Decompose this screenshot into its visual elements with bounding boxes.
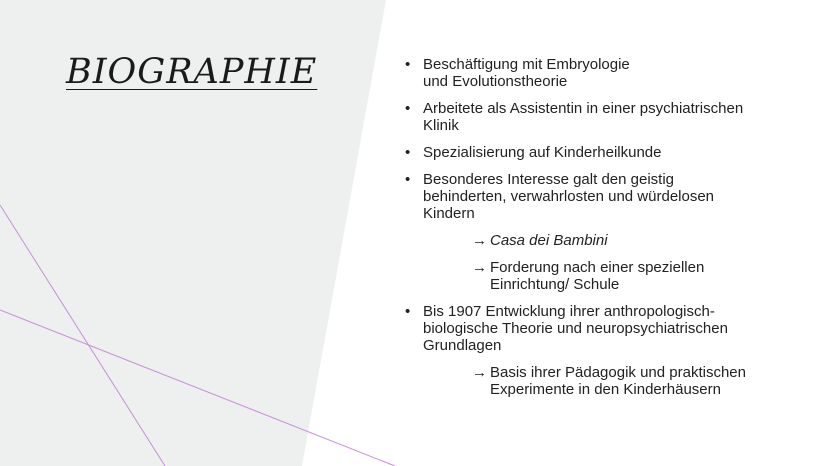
list-item-text: und Evolutionstheorie [423,73,568,90]
arrow-item [472,364,804,398]
bullet-icon: • [405,144,411,161]
list-item [404,171,804,222]
list-item [404,100,804,134]
arrow-item-text: Einrichtung/ Schule [490,276,620,293]
bullet-list [404,56,804,398]
arrow-item-text: Casa dei Bambini [490,232,608,249]
bullet-icon: • [405,56,411,73]
list-item-text: biologische Theorie und neuropsychiatrischen [423,320,728,337]
slide-title: BIOGRAPHIE [66,52,318,92]
list-item-text: Bis 1907 Entwicklung ihrer anthropologisch- [423,303,715,320]
arrow-item [472,232,804,249]
arrow-right-icon: → [472,364,487,381]
bullet-icon: • [405,171,411,188]
list-item-text: behinderten, verwahrlosten und würdelosen [423,188,715,205]
list-item-text: Kindern [423,205,475,222]
arrow-item [472,259,804,293]
bullet-icon: • [405,303,411,320]
arrow-item-text: Experimente in den Kinderhäusern [490,381,721,398]
list-item-text: Besonderes Interesse galt den geistig [423,171,674,188]
list-item-text: Beschäftigung mit Embryologie [423,56,630,73]
list-item [404,303,804,354]
bullet-icon: • [405,100,411,117]
arrow-item-text: Basis ihrer Pädagogik und praktischen [490,364,746,381]
list-item-text: Arbeitete als Assistentin in einer psychiatrischen [423,100,744,117]
list-item-text: Klinik [423,117,459,134]
list-item-text: Grundlagen [423,337,502,354]
list-item [404,144,804,161]
list-item-text: Spezialisierung auf Kinderheilkunde [423,144,662,161]
list-item [404,56,804,90]
arrow-item-text: Forderung nach einer speziellen [490,259,705,276]
arrow-right-icon: → [472,232,487,249]
arrow-right-icon: → [472,259,487,276]
